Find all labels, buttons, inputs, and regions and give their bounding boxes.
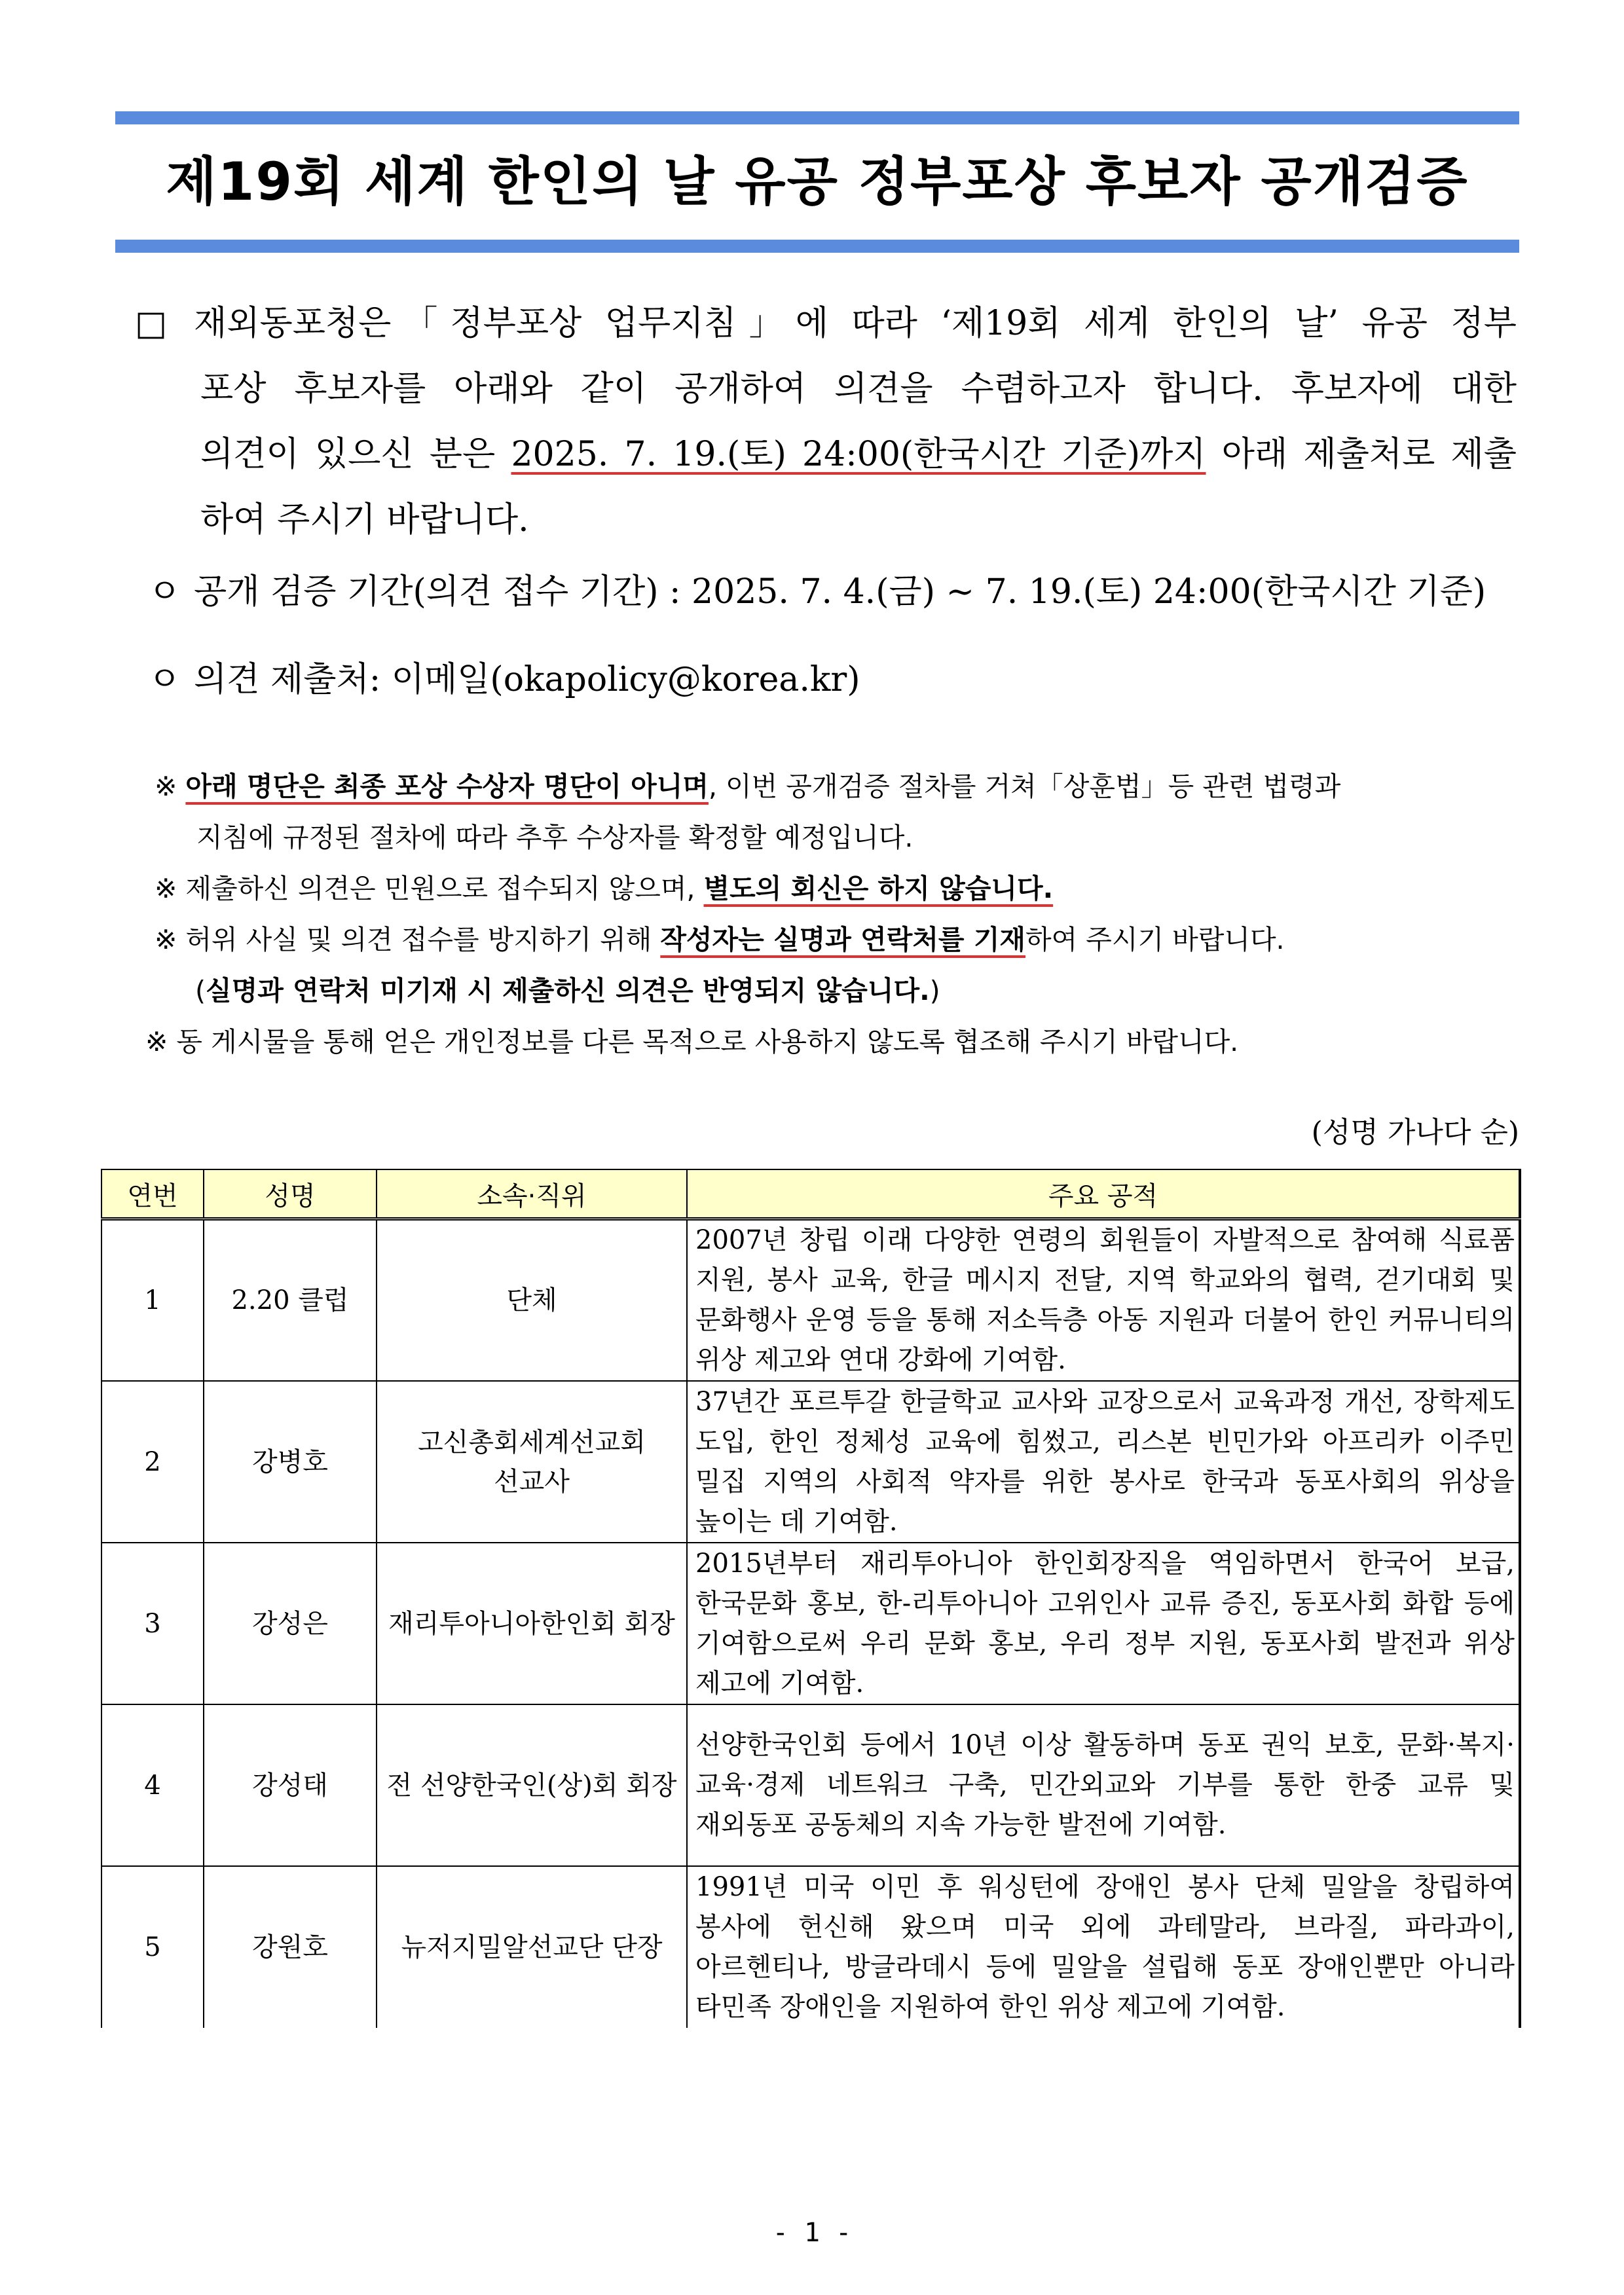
note-3-continued-emphasis: 실명과 연락처 미기재 시 제출하신 의견은 반영되지 않습니다. — [206, 975, 930, 1006]
note-4 — [145, 1016, 1517, 1067]
note-1-continued: 지침에 규정된 절차에 따라 추후 수상자를 확정할 예정입니다. — [196, 822, 913, 853]
header-no: 연번 — [101, 1169, 204, 1219]
intro-paragraph — [135, 291, 1517, 553]
intro-line-1: 재외동포청은「정부포상 업무지침」에 따라 ‘제19회 세계 한인의 날’ 유공 정부 — [194, 304, 1517, 343]
note-3-emphasis: 작성자는 실명과 연락처를 기재 — [660, 924, 1026, 955]
cell-affiliation: 재리투아니아한인회 회장 — [377, 1543, 687, 1704]
note-2-emphasis: 별도의 회신은 하지 않습니다. — [703, 873, 1054, 904]
cell-no: 3 — [101, 1543, 204, 1704]
intro-line-3-pre: 의견이 있으신 분은 — [200, 435, 511, 474]
paren-open: ( — [195, 975, 206, 1006]
candidates-table — [101, 1169, 1521, 2028]
cell-achievement: 2015년부터 재리투아니아 한인회장직을 역임하면서 한국어 보급, 한국문화 홍보, 한-리투아니아 고위인사 교류 증진, 동포사회 화합 등에 기여함으로써 우리 문화 홍보, 우리 정부 지원, 동포사회 발전과 위상 제고에 기여함. — [687, 1543, 1520, 1704]
notes-block — [145, 761, 1517, 1067]
table-header-row — [101, 1169, 1520, 1219]
reference-mark-icon: ※ — [155, 771, 186, 802]
cell-no: 4 — [101, 1704, 204, 1866]
title-bar-bottom — [115, 240, 1519, 253]
note-1-rest: , 이번 공개검증 절차를 거쳐「상훈법」등 관련 법령과 — [708, 771, 1341, 802]
review-period-item — [148, 566, 1486, 618]
cell-achievement: 37년간 포르투갈 한글학교 교사와 교장으로서 교육과정 개선, 장학제도 도입, 한인 정체성 교육에 힘썼고, 리스본 빈민가와 아프리카 이주민 밀집 지역의 사회적 약자를 위한 봉사로 한국과 동포사회의 위상을 높이는 데 기여함. — [687, 1381, 1520, 1543]
note-2 — [155, 863, 1517, 914]
page-number: - 1 - — [772, 2218, 852, 2248]
review-period-text: 공개 검증 기간(의견 접수 기간) : 2025. 7. 4.(금) ~ 7. 19.(토) 24:00(한국시간 기준) — [194, 572, 1486, 612]
submission-text: 의견 제출처: 이메일(okapolicy@korea.kr) — [194, 660, 860, 699]
cell-no: 2 — [101, 1381, 204, 1543]
cell-affiliation: 뉴저지밀알선교단 단장 — [377, 1866, 687, 2028]
cell-no: 5 — [101, 1866, 204, 2028]
cell-affiliation: 고신총회세계선교회 선교사 — [377, 1381, 687, 1543]
table-row — [101, 1219, 1520, 1382]
title-bar-top — [115, 111, 1519, 124]
cell-affiliation: 단체 — [377, 1219, 687, 1382]
cell-achievement: 선양한국인회 등에서 10년 이상 활동하며 동포 권익 보호, 문화·복지·교육·경제 네트워크 구축, 민간외교와 기부를 통한 한중 교류 및 재외동포 공동체의 지속 가능한 발전에 기여함. — [687, 1704, 1520, 1866]
cell-achievement: 1991년 미국 이민 후 워싱턴에 장애인 봉사 단체 밀알을 창립하여 봉사에 헌신해 왔으며 미국 외에 과테말라, 브라질, 파라과이, 아르헨티나, 방글라데시 등에 밀알을 설립해 동포 장애인뿐만 아니라 타민족 장애인을 지원하여 한인 위상 제고에 기여함. — [687, 1866, 1520, 2028]
note-1 — [155, 761, 1517, 812]
note-4-text: 동 게시물을 통해 얻은 개인정보를 다른 목적으로 사용하지 않도록 협조해 주시기 바랍니다. — [176, 1026, 1239, 1057]
cell-name: 강성태 — [204, 1704, 377, 1866]
bullet-circle-icon: ㅇ — [148, 572, 181, 612]
header-affiliation: 소속·직위 — [377, 1169, 687, 1219]
note-3-post: 하여 주시기 바랍니다. — [1025, 924, 1285, 955]
cell-name: 2.20 클럽 — [204, 1219, 377, 1382]
header-achievement: 주요 공적 — [687, 1169, 1520, 1219]
intro-line-4: 하여 주시기 바랍니다. — [200, 500, 529, 540]
intro-line-3-post: 아래 제출처로 제출 — [1206, 435, 1517, 474]
checkbox-square-icon: □ — [135, 304, 168, 343]
cell-no: 1 — [101, 1219, 204, 1382]
page-title: 제19회 세계 한인의 날 유공 정부포상 후보자 공개검증 — [166, 151, 1469, 212]
bullet-circle-icon: ㅇ — [148, 660, 181, 699]
paren-close: ) — [929, 975, 940, 1006]
note-3-text: 허위 사실 및 의견 접수를 방지하기 위해 — [185, 924, 661, 955]
cell-affiliation: 전 선양한국인(상)회 회장 — [377, 1704, 687, 1866]
submission-item — [148, 653, 860, 706]
intro-line-3 — [135, 422, 1517, 487]
reference-mark-icon: ※ — [155, 924, 186, 955]
cell-name: 강병호 — [204, 1381, 377, 1543]
note-3 — [155, 914, 1517, 965]
table-row — [101, 1704, 1520, 1866]
table-row — [101, 1543, 1520, 1704]
intro-line-2: 포상 후보자를 아래와 같이 공개하여 의견을 수렴하고자 합니다. 후보자에 대한 — [200, 369, 1517, 409]
reference-mark-icon: ※ — [145, 1026, 177, 1057]
note-3-continued — [155, 965, 1517, 1016]
sort-order-note: (성명 가나다 순) — [1311, 1116, 1519, 1149]
cell-name: 강성은 — [204, 1543, 377, 1704]
header-name: 성명 — [204, 1169, 377, 1219]
reference-mark-icon: ※ — [155, 873, 186, 904]
cell-name: 강원호 — [204, 1866, 377, 2028]
cell-achievement: 2007년 창립 이래 다양한 연령의 회원들이 자발적으로 참여해 식료품 지원, 봉사 교육, 한글 메시지 전달, 지역 학교와의 협력, 걷기대회 및 문화행사 운영 등을 통해 저소득층 아동 지원과 더불어 한인 커뮤니티의 위상 제고와 연대 강화에 기여함. — [687, 1219, 1520, 1382]
deadline-text: 2025. 7. 19.(토) 24:00(한국시간 기준)까지 — [511, 435, 1206, 474]
table-row — [101, 1381, 1520, 1543]
note-2-text: 제출하신 의견은 민원으로 접수되지 않으며, — [185, 873, 704, 904]
note-1-emphasis: 아래 명단은 최종 포상 수상자 명단이 아니며 — [185, 771, 709, 802]
table-row — [101, 1866, 1520, 2028]
